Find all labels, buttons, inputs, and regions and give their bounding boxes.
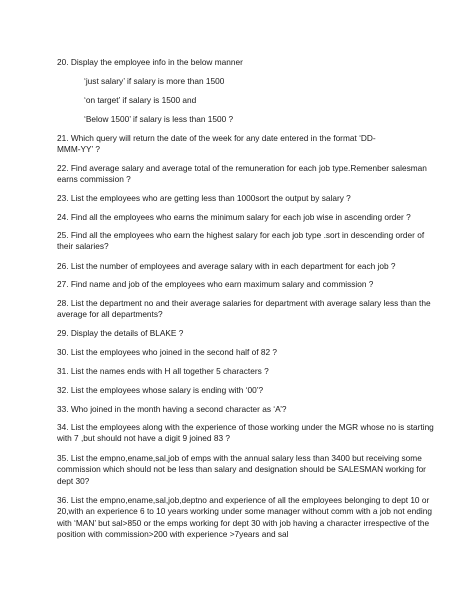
q20-option-just-salary: ‘just salary’ if salary is more than 1500 — [84, 76, 225, 86]
question-30: 30. List the employees who joined in the second half of 82 ? — [57, 347, 278, 357]
question-23: 23. List the employees who are getting less than 1000sort the output by salary ? — [57, 193, 351, 203]
question-20: 20. Display the employee info in the below manner — [57, 57, 243, 67]
question-22: 22. Find average salary and average total of the remuneration for each job type.Remenber salesman earns commission ? — [57, 163, 427, 185]
question-33: 33. Who joined in the month having a second character as ‘A’? — [57, 404, 287, 414]
q20-option-on-target: ‘on target’ if salary is 1500 and — [84, 95, 197, 105]
question-26: 26. List the number of employees and average salary with in each department for each job ? — [57, 261, 396, 271]
question-35: 35. List the empno,ename,sal,job of emps with the annual salary less than 3400 but receiving some commission which should not be less than salary and designation should be SALESMAN working for dept 30? — [57, 453, 426, 486]
question-34: 34. List the employees along with the experience of those working under the MGR whose no is starting with 7 ,but should not have a digit 9 joined 83 ? — [57, 422, 434, 444]
question-36: 36. List the empno,ename,sal,job,deptno and experience of all the employees belonging to dept 10 or 20,with an experience 6 to 10 years working under some manager without comm with a job not ending with ‘MAN’ but sal>850 or the emps working for dept 30 with job having a character irrespective of the position with commission>200 with experience >7years and sal — [57, 495, 432, 540]
question-29: 29. Display the details of BLAKE ? — [57, 328, 184, 338]
q20-option-below-1500: ‘Below 1500’ if salary is less than 1500 ? — [84, 114, 234, 124]
question-27: 27. Find name and job of the employees who earn maximum salary and commission ? — [57, 279, 374, 289]
question-31: 31. List the names ends with H all together 5 characters ? — [57, 366, 269, 376]
question-32: 32. List the employees whose salary is ending with ‘00’? — [57, 385, 264, 395]
question-28: 28. List the department no and their average salaries for department with average salary less than the average for all departments? — [57, 298, 431, 320]
question-25: 25. Find all the employees who earn the highest salary for each job type .sort in descending order of their salaries? — [57, 230, 425, 252]
question-21: 21. Which query will return the date of the week for any date entered in the format ‘DD-MMM-YY’ ? — [57, 133, 376, 155]
question-24: 24. Find all the employees who earns the minimum salary for each job wise in ascending order ? — [57, 212, 411, 222]
